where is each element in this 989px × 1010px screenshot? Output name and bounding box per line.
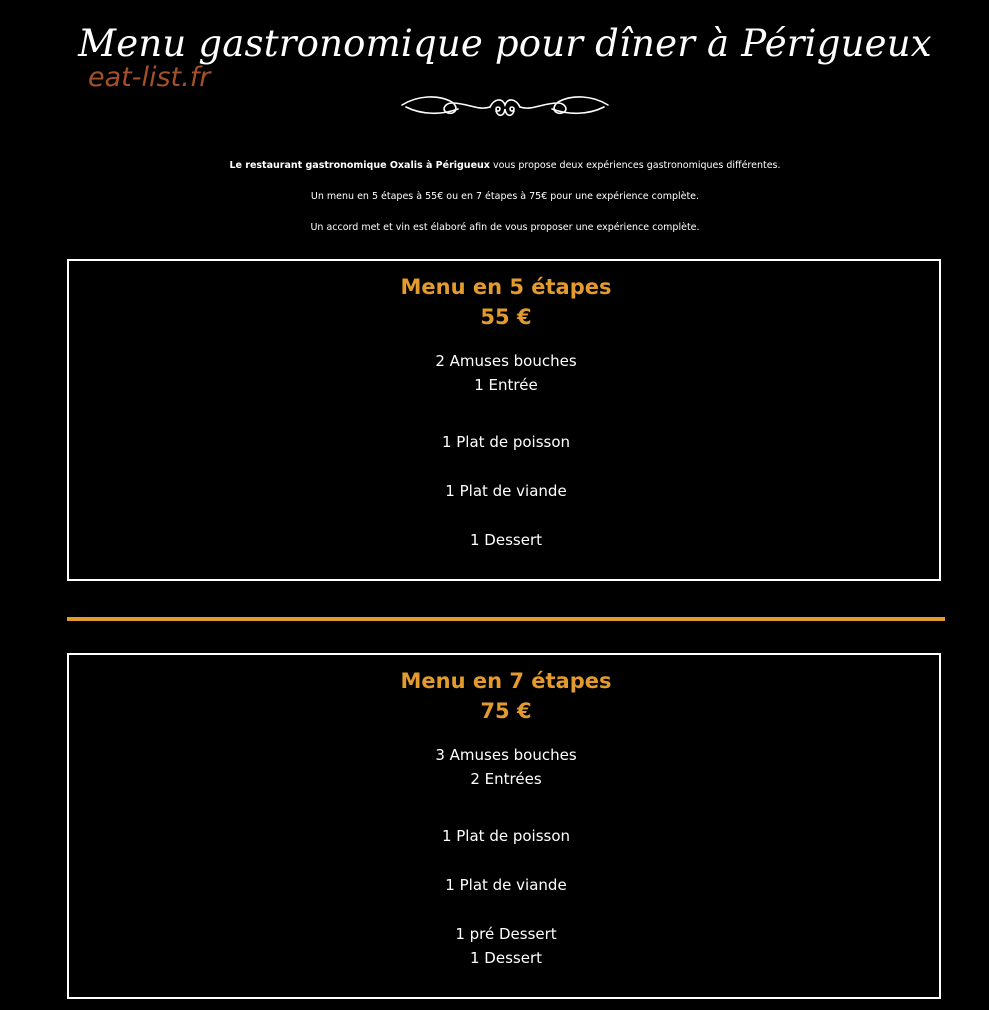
menu-title: Menu en 5 étapes xyxy=(400,275,612,299)
section-divider xyxy=(67,617,945,621)
course-item: 1 Plat de poisson xyxy=(441,827,571,845)
menu-card-7-etapes xyxy=(67,653,941,999)
intro-line-2: Un menu en 5 étapes à 55€ ou en 7 étapes à 75€ pour une expérience complète. xyxy=(310,191,700,202)
course-item: 3 Amuses bouches xyxy=(435,746,577,764)
intro-line-3: Un accord met et vin est élaboré afin de vous proposer une expérience complète. xyxy=(310,222,700,233)
page-title: Menu gastronomique pour dîner à Périgueux xyxy=(78,22,932,65)
intro-restaurant-name: Le restaurant gastronomique Oxalis à Périgueux xyxy=(229,160,490,171)
watermark-logo: eat-list.fr xyxy=(88,62,211,93)
course-item: 1 Plat de viande xyxy=(445,482,567,500)
menu-title: Menu en 7 étapes xyxy=(400,669,612,693)
intro-line-1-text: vous propose deux expériences gastronomiques différentes. xyxy=(489,160,781,171)
course-item: 1 Entrée xyxy=(474,376,538,394)
flourish-divider-icon xyxy=(398,85,612,125)
course-item: 1 Plat de viande xyxy=(445,876,567,894)
course-item: 1 Dessert xyxy=(470,531,542,549)
menu-price: 75 € xyxy=(480,699,532,723)
intro-line-1 xyxy=(0,159,989,173)
course-item: 1 pré Dessert xyxy=(455,925,557,943)
course-item: 2 Amuses bouches xyxy=(435,352,577,370)
menu-price: 55 € xyxy=(480,305,532,329)
course-item: 1 Dessert xyxy=(470,949,542,967)
course-item: 2 Entrées xyxy=(470,770,542,788)
menu-card-5-etapes xyxy=(67,259,941,581)
course-item: 1 Plat de poisson xyxy=(441,433,571,451)
